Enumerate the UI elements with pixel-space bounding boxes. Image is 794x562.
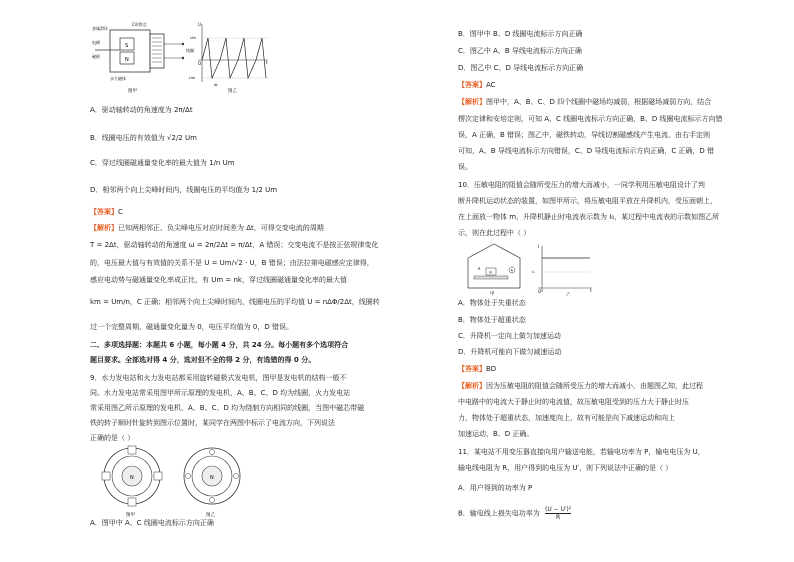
q8-analysis-5: km = Um/n，C 正确；相邻两个向上尖峰时间内，线圈电压的平均值 U = nΔΦ/2Δt，线圈转 [90,298,380,306]
q11-fraction [545,506,571,521]
q8-option-b: B．线圈电压的有效值为 √2/2 Um [90,134,197,142]
q9-label-tu-yi: 图乙 [206,513,215,518]
q10-label-t-axis: t [590,288,592,293]
q10-label-tu-jia: 甲 [490,292,495,296]
svg-text:N: N [210,475,214,481]
q8-analysis-4: 感应电动势与磁通量变化率成正比，有 Um = nk，穿过线圈磁通量变化率的最大值 [90,276,347,284]
q8-option-a: A．驱动轴转动的角速度为 2π/Δt [90,106,193,114]
q9-stem-2: 同。水力发电站常采用图甲所示原理的发电机，A、B、C、D 均为线圈，火力发电站 [90,389,351,397]
analysis-tag: 【解析】 [458,98,486,106]
analysis-text: 图甲中，A、B、C、D 四个线圈中磁场均减弱，根据磁场减弱方向，结合 [486,98,712,106]
q10-label-i-axis: I [538,244,540,249]
q8-option-c: C．穿过线圈磁通量变化率的最大值为 1/n Um [90,159,235,167]
q10-stem-2: 断升降机运动状态的装置，如图甲所示，将压敏电阻平放在升降机内，受压面朝上， [458,197,717,205]
q10-stem-3: 在上面放一物体 m，升降机静止时电流表示数为 I₀，某过程中电流表的示数如图乙所 [458,213,720,221]
q9-label-tu-jia: 图甲 [126,513,135,518]
section2-heading-2: 题目要求。全部选对得 4 分，选对但不全的得 2 分，有选错的得 0 分。 [90,356,316,364]
q11-option-b [458,506,571,521]
q9-analysis-1 [458,98,711,107]
q10-option-c: C．升降机一定向上做匀加速运动 [458,332,561,340]
q10-figure [464,240,594,296]
q10-option-a: A．物体处于失重状态 [458,299,526,307]
generator-yi [184,448,240,518]
label-o: O [198,61,202,66]
q10-option-d: D．升降机可能向下做匀减速运动 [458,348,562,356]
section2-heading-1: 二、多项选择题：本题共 6 小题，每小题 4 分，共 24 分。每小题有多个选项符合 [90,341,349,349]
q11-fraction-num: (U − U′)² [545,506,572,513]
label-xiantu: 线圈 [186,48,194,53]
answer-value: C [118,208,123,216]
q11-fraction-den: R [556,514,561,521]
analysis-tag: 【解析】 [458,382,486,390]
q8-analysis-6: 过一个完整周期，磁通量变化量为 0，电压平均值为 0，D 错误。 [90,323,293,331]
analysis-tag: 【解析】 [90,224,118,232]
label-cidi: 磁极 [92,54,100,59]
q10-answer [458,365,496,374]
label-tu-jia: 图甲 [128,89,137,94]
label-dt: Δt [214,83,218,87]
q10-analysis-2: 中电路中的电流大于静止时的电流值，故压敏电阻受到的压力大于静止时压 [458,398,689,406]
q10-analysis-4: 加速运动，B、D 正确。 [458,430,534,438]
q9-analysis-4: 可知，A、B 导线电流标示方向错误，C、D 导线电流标示方向正确，C 正确，D 错 [458,147,715,155]
generator-jia [102,446,162,518]
q10-label-i0: I₀ [532,270,535,274]
q9-analysis-5: 误。 [458,163,472,171]
q11-stem-1: 11．某电站不用变压器直接向用户输送电能，若输电功率为 P，输电电压为 U， [458,448,705,456]
generator-figure [90,18,270,96]
q10-analysis-1 [458,382,703,391]
q9-generators-figure [100,444,250,518]
label-tu-yi: 图乙 [228,89,237,94]
analysis-text: 因为压敏电阻的阻值会随所受压力的增大而减小，由题图乙知，此过程 [486,382,703,390]
q10-stem-1: 10．压敏电阻的阻值会随所受压力的增大而减小，一同学利用压敏电阻设计了判 [458,181,705,189]
label-yongci: 永久磁体 [110,76,126,81]
analysis-text: 已知两相邻正、负尖峰电压对应时间差为 Δt，可得交变电流的周期 [118,224,324,232]
q8-analysis-3: 的，电压最大值与有效值的关系不是 U = Um/√2 · U，B 错误；由法拉第电磁感应定律得， [90,259,374,267]
answer-value: AC [486,81,496,89]
q9-option-b: B．图甲中 B、D 线圈电流标示方向正确 [458,30,583,38]
q8-option-d: D．相邻两个向上尖峰时间内，线圈电压的平均值为 1/2 Um [90,186,278,194]
answer-value: BD [486,365,497,373]
label-s: S [125,43,129,49]
q9-answer [458,81,496,90]
q9-option-d: D．图乙中 C、D 导线电流标示方向正确 [458,64,584,72]
q9-analysis-3: 误，A 正确，B 错误；图乙中，磁铁转动，导线切割磁感线产生电流，由右手定则 [458,131,711,139]
q10-label-r: R [478,267,481,271]
q9-option-a: A．图甲中 A、C 线圈电流标示方向正确 [90,519,214,527]
answer-tag: 【答案】 [458,81,486,89]
label-dianshua: 电刷 [92,40,100,45]
label-um-pos: Um [190,36,196,40]
q10-analysis-3: 力，物体处于超重状态，加速度向上，故有可能是向下减速运动和向上 [458,414,675,422]
q11-option-b-text: B．输电线上损失电功率为 [458,509,540,518]
q10-label-o: O [538,289,542,294]
label-n: N [125,57,129,63]
q10-label-tu-yi: 乙 [566,293,571,296]
q8-analysis-1 [90,224,324,233]
label-t-axis: t [266,60,268,65]
label-ccode: C形铁芯 [132,22,147,27]
label-jiazi: 金属滑环 [92,26,108,31]
q10-label-a: A [510,268,513,273]
q9-option-c: C．图乙中 A、B 导线电流标示方向正确 [458,47,582,55]
q9-stem-4: 铁的转子顺时针旋转到图示位置时，某同学在两图中标示了电流方向，下列说法 [90,419,335,427]
q9-stem-5: 正确的是（ ） [90,434,135,442]
answer-tag: 【答案】 [458,365,486,373]
label-u-axis: U [198,22,201,27]
q9-stem-1: 9．水力发电站和火力发电站都采用旋转磁极式发电机，图甲是发电机的结构一般不 [90,374,347,382]
q8-answer [90,208,123,217]
svg-text:m: m [489,270,493,275]
q9-stem-3: 常采用图乙所示原理的发电机，A、B、C、D 均为绕制方向相同的线圈，当图中磁芯带磁 [90,404,365,412]
q10-stem-4: 示，则在此过程中（ ） [458,229,531,237]
q11-option-a: A．用户得到的功率为 P [458,484,533,492]
q11-stem-2: 输电线电阻为 R，用户得到的电压为 U′，则下列说法中正确的是（ ） [458,464,673,472]
label-um-neg: -Um [188,76,196,80]
answer-tag: 【答案】 [90,208,118,216]
q8-analysis-2: T = 2Δt，驱动轴转动的角速度 ω = 2π/2Δt = π/Δt，A 错误；交变电流不是按正弦规律变化 [90,241,379,249]
q9-analysis-2: 楞次定律和安培定则，可知 A、C 线圈电流标示方向正确，B、D 线圈电流标示方向错 [458,115,723,123]
q10-option-b: B．物体处于超重状态 [458,316,526,324]
svg-text:N: N [130,475,134,481]
